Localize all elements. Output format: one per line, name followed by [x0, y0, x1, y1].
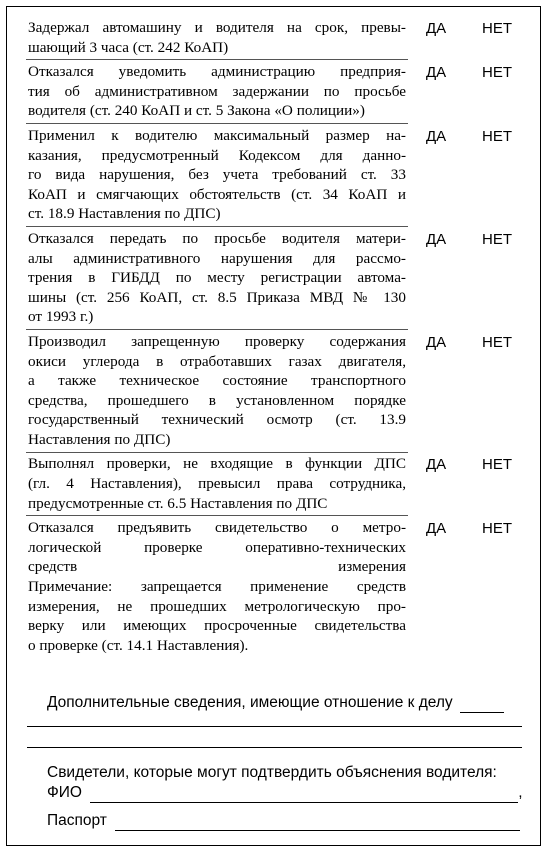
violation-text-line: шины (ст. 256 КоАП, ст. 8.5 Приказа МВД № 130 [28, 288, 406, 306]
fio-line [47, 784, 523, 803]
violation-row [28, 454, 528, 518]
violation-text-line: казания, предусмотренный Кодексом для данно- [28, 146, 406, 164]
violation-text-line: Отказался предъявить свидетельство о метро- [28, 519, 406, 537]
answer-no[interactable]: НЕТ [482, 127, 512, 145]
answer-no[interactable]: НЕТ [482, 520, 512, 538]
row-divider [26, 329, 408, 330]
violation-row [28, 62, 528, 126]
answer-no[interactable]: НЕТ [482, 230, 512, 248]
fio-comma: , [518, 784, 523, 801]
additional-info-field[interactable] [460, 694, 504, 713]
violation-text-line: КоАП и смягчающих обстоятельств (ст. 34 КоАП и [28, 185, 406, 203]
additional-info-line-2[interactable] [27, 726, 522, 727]
violation-text-line: го вида нарушения, без учета требований ст. 33 [28, 166, 406, 184]
answer-yes[interactable]: ДА [426, 230, 447, 248]
passport-line [47, 812, 520, 831]
violation-text-line: ст. 18.9 Наставления по ДПС) [28, 205, 221, 223]
violation-text-line: предусмотренные ст. 6.5 Наставления по ДПС [28, 494, 328, 512]
violation-text-line: Отказался передать по просьбе водителя матери- [28, 229, 406, 247]
violation-text-line: верку или имеющих просроченные свидетельства [28, 617, 406, 635]
violations-list [28, 18, 528, 660]
violation-text-line: шающий 3 часа (ст. 242 КоАП) [28, 38, 229, 56]
violation-text [28, 126, 406, 224]
additional-info-line-3[interactable] [27, 747, 522, 748]
violation-row [28, 229, 528, 332]
violation-text-line: а также техническое состояние транспортного [28, 372, 406, 390]
passport-label: Паспорт [47, 812, 107, 829]
additional-info-line [47, 694, 504, 713]
answer-yes[interactable]: ДА [426, 20, 447, 37]
answer-no[interactable]: НЕТ [482, 456, 512, 474]
row-divider [26, 59, 408, 60]
violation-text-line: измерения, не прошедших метрологическую про- [28, 597, 406, 615]
violation-text-line: логической проверке оперативно-технических [28, 538, 406, 556]
violation-text-line: средств измерения [28, 558, 406, 576]
answer-yes[interactable]: ДА [426, 333, 447, 351]
violation-text-line: окиси углерода в отработавших газах двигателя, [28, 352, 406, 370]
violation-text-line: тия об административном задержании по просьбе [28, 82, 406, 100]
additional-info-label: Дополнительные сведения, имеющие отношение к делу [47, 694, 453, 711]
violation-text [28, 454, 406, 513]
answer-yes[interactable]: ДА [426, 64, 447, 82]
violation-text-line: алы административного нарушения для рассмо- [28, 249, 406, 267]
witnesses-label: Свидетели, которые могут подтвердить объяснения водителя: [47, 764, 497, 781]
violation-text-line: (гл. 4 Наставления), превысил права сотрудника, [28, 475, 406, 493]
violation-text-line: Производил запрещенную проверку содержания [28, 332, 406, 350]
row-divider [26, 226, 408, 227]
violation-text [28, 229, 406, 327]
answer-yes[interactable]: ДА [426, 456, 447, 474]
violation-text-line: средства, прошедшего в установленном порядке [28, 391, 406, 409]
row-divider [26, 123, 408, 124]
violation-text-line: Применил к водителю максимальный размер на- [28, 126, 406, 144]
violation-text-line: Примечание: запрещается применение средств [28, 578, 406, 596]
violation-text [28, 18, 406, 57]
row-divider [26, 452, 408, 453]
answer-no[interactable]: НЕТ [482, 64, 512, 82]
violation-text [28, 332, 406, 450]
fio-label: ФИО [47, 784, 82, 801]
row-divider [26, 515, 408, 516]
violation-text-line: Отказался уведомить администрацию предприя- [28, 63, 406, 81]
violation-text-line: Выполнял проверки, не входящие в функции ДПС [28, 455, 406, 473]
violation-text-line: от 1993 г.) [28, 308, 94, 326]
violation-text [28, 518, 406, 655]
violation-text-line: Наставления по ДПС) [28, 430, 171, 448]
violation-text-line: о проверке (ст. 14.1 Наставления). [28, 636, 249, 654]
violation-row [28, 518, 528, 660]
violation-text-line: государственный технический осмотр (ст. 13.9 [28, 411, 406, 429]
violation-row [28, 332, 528, 455]
violation-text [28, 62, 406, 121]
violation-text-line: Задержал автомашину и водителя на срок, превы- [28, 19, 406, 36]
violation-row [28, 126, 528, 229]
answer-yes[interactable]: ДА [426, 520, 447, 538]
fio-field[interactable] [90, 784, 518, 803]
answer-no[interactable]: НЕТ [482, 333, 512, 351]
answer-yes[interactable]: ДА [426, 127, 447, 145]
violation-row [28, 18, 528, 62]
passport-field[interactable] [115, 812, 520, 831]
violation-text-line: водителя (ст. 240 КоАП и ст. 5 Закона «О полиции») [28, 102, 365, 120]
answer-no[interactable]: НЕТ [482, 20, 512, 37]
violation-text-line: трения в ГИБДД по месту регистрации автома- [28, 269, 406, 287]
